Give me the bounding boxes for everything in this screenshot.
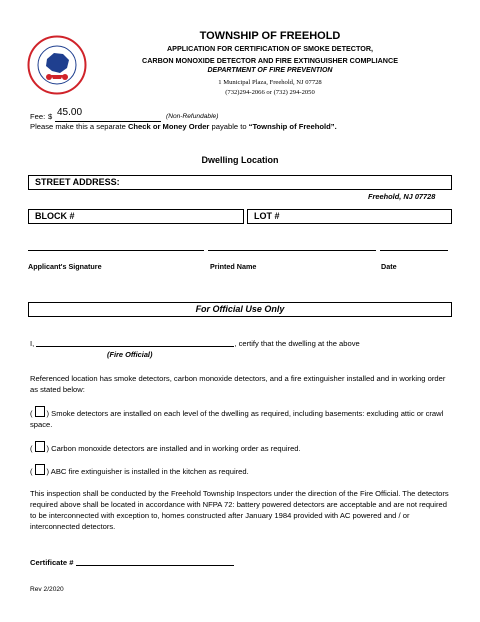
- payment-instruction: [30, 122, 337, 131]
- co-detector-checkbox[interactable]: [35, 441, 45, 452]
- checklist-item-extinguisher: ( ) ABC fire extinguisher is installed in the kitchen as required.: [30, 464, 455, 476]
- township-title: TOWNSHIP OF FREEHOLD: [199, 30, 341, 42]
- department-address: 1 Municipal Plaza, Freehold, NJ 07728: [218, 79, 322, 86]
- certify-prefix: I,: [30, 339, 37, 348]
- certificate-label: Certificate #: [30, 558, 74, 567]
- extinguisher-text: ABC fire extinguisher is installed in the kitchen as required.: [50, 467, 249, 476]
- date-label: Date: [381, 262, 397, 271]
- smoke-detector-checkbox[interactable]: [35, 406, 45, 417]
- township-seal-logo: [27, 35, 87, 95]
- payment-instruction-middle: payable to: [209, 122, 249, 131]
- official-use-heading: For Official Use Only: [28, 302, 452, 317]
- printed-name-line[interactable]: [208, 250, 376, 251]
- smoke-detector-text: Smoke detectors are installed on each level of the dwelling as required, including basements: excluding attic or crawl space.: [30, 409, 444, 429]
- payment-payee: “Township of Freehold”.: [248, 122, 337, 131]
- lot-label: LOT #: [254, 211, 280, 221]
- street-address-field[interactable]: [28, 175, 452, 190]
- co-detector-text: Carbon monoxide detectors are installed and in working order as required.: [51, 444, 301, 453]
- payment-method: Check or Money Order: [127, 122, 210, 131]
- block-label: BLOCK #: [35, 211, 75, 221]
- fee-currency: $: [48, 112, 53, 121]
- fee-amount: 45.00: [57, 107, 83, 118]
- lot-number-field[interactable]: [247, 209, 452, 224]
- referenced-location-text: Referenced location has smoke detectors, carbon monoxide detectors, and a fire extinguisher installed and in working order as stated below:: [30, 374, 446, 394]
- payment-instruction-prefix: Please make this a separate: [30, 122, 128, 131]
- certificate-number: [30, 558, 234, 567]
- certify-suffix: , certify that the dwelling at the above: [234, 339, 360, 348]
- street-address-label: STREET ADDRESS:: [35, 177, 120, 187]
- dwelling-location-heading: Dwelling Location: [201, 155, 279, 165]
- fee-amount-field[interactable]: [55, 109, 161, 122]
- date-line[interactable]: [380, 250, 448, 251]
- form-subtitle-1: APPLICATION FOR CERTIFICATION OF SMOKE DETECTOR,: [166, 44, 374, 53]
- department-phone: (732)294-2066 or (732) 294-2050: [225, 89, 315, 96]
- block-number-field[interactable]: [28, 209, 244, 224]
- extinguisher-checkbox[interactable]: [35, 464, 45, 475]
- inspection-notice: This inspection shall be conducted by the Freehold Township Inspectors under the direction of the Fire Official. The detectors required above shall be located in accordance with NFPA 72: battery powered detectors are acceptable and are not required to be interconnected with exception to, homes constructed after January 1984 provided with AC powered and / or interconnected detectors.: [30, 489, 449, 531]
- fire-official-label: (Fire Official): [107, 350, 153, 359]
- certify-statement: [30, 339, 360, 348]
- department-name: DEPARTMENT OF FIRE PREVENTION: [207, 67, 333, 74]
- checklist-item-smoke: ( ) Smoke detectors are installed on each level of the dwelling as required, including basements: excluding attic or crawl space.: [30, 406, 455, 430]
- certificate-number-line[interactable]: [76, 565, 234, 566]
- printed-name-label: Printed Name: [210, 262, 257, 271]
- city-state-zip: Freehold, NJ 07728: [368, 192, 436, 201]
- revision-label: Rev 2/2020: [30, 586, 64, 593]
- checklist-item-co: ( ) Carbon monoxide detectors are installed and in working order as required.: [30, 441, 455, 453]
- fee-note: (Non-Refundable): [166, 113, 219, 120]
- fee-label: Fee:: [30, 112, 46, 121]
- form-subtitle-2: CARBON MONOXIDE DETECTOR AND FIRE EXTINGUISHER COMPLIANCE: [142, 56, 398, 65]
- fire-official-name-line[interactable]: [36, 346, 234, 347]
- applicant-signature-line[interactable]: [28, 250, 204, 251]
- applicant-signature-label: Applicant's Signature: [28, 262, 102, 271]
